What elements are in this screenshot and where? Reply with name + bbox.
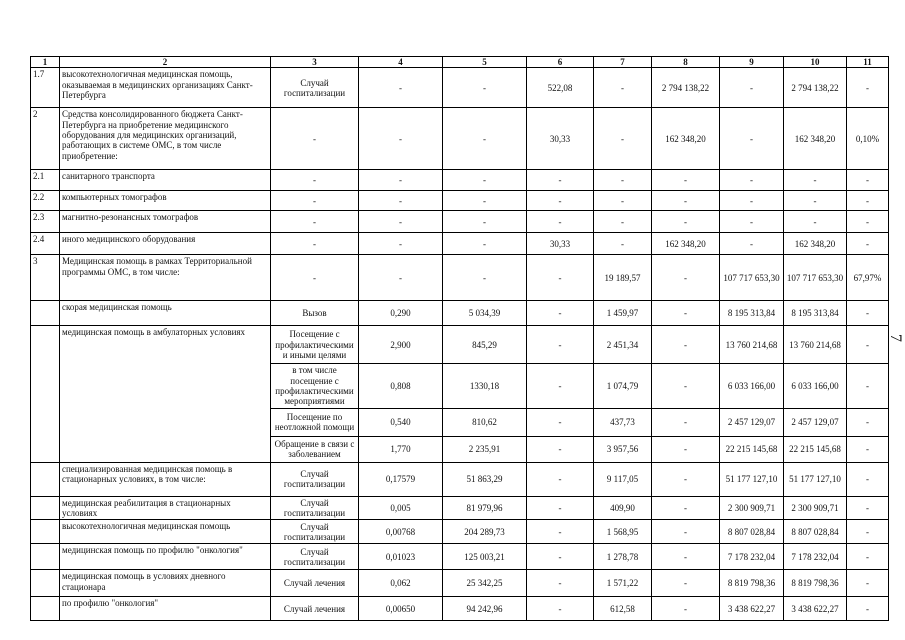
- cell-c6: -: [527, 301, 594, 326]
- row-description: высокотехнологичная медицинская помощь, оказываемая в медицинских организациях Санкт-Петербурга: [60, 68, 271, 108]
- cell-c5: 845,29: [443, 326, 527, 364]
- table-row: [31, 233, 889, 255]
- cell-c11: -: [847, 170, 889, 191]
- table-row: [31, 544, 889, 570]
- cell-c8: -: [652, 191, 720, 211]
- row-unit: Обращение в связи с заболеванием: [271, 436, 359, 462]
- cell-c10: -: [784, 170, 847, 191]
- cell-c7: 1 568,95: [594, 520, 652, 544]
- row-description: специализированная медицинская помощь в стационарных условиях, в том числе:: [60, 462, 271, 496]
- table-row: [31, 68, 889, 108]
- cell-c5: 204 289,73: [443, 520, 527, 544]
- header-cell: 7: [594, 57, 652, 68]
- cell-c6: 30,33: [527, 233, 594, 255]
- cell-c10: 2 457 129,07: [784, 408, 847, 436]
- cell-c4: -: [359, 108, 443, 170]
- cell-c5: -: [443, 211, 527, 233]
- row-unit: -: [271, 255, 359, 301]
- cell-c8: -: [652, 364, 720, 408]
- cell-c7: 2 451,34: [594, 326, 652, 364]
- row-unit: -: [271, 108, 359, 170]
- cell-c5: -: [443, 191, 527, 211]
- cell-c7: 1 074,79: [594, 364, 652, 408]
- cell-c11: -: [847, 211, 889, 233]
- cell-c10: 13 760 214,68: [784, 326, 847, 364]
- header-cell: 6: [527, 57, 594, 68]
- cell-c5: 1330,18: [443, 364, 527, 408]
- cell-c10: 107 717 653,30: [784, 255, 847, 301]
- row-number: [31, 544, 60, 570]
- cell-c6: -: [527, 408, 594, 436]
- header-cell: 11: [847, 57, 889, 68]
- cell-c7: 437,73: [594, 408, 652, 436]
- cell-c7: -: [594, 170, 652, 191]
- cell-c8: -: [652, 170, 720, 191]
- cell-c4: -: [359, 255, 443, 301]
- cell-c7: 9 117,05: [594, 462, 652, 496]
- cell-c11: 0,10%: [847, 108, 889, 170]
- row-unit: Случай госпитализации: [271, 544, 359, 570]
- row-unit: Случай лечения: [271, 597, 359, 621]
- cell-c6: -: [527, 436, 594, 462]
- header-cell: 8: [652, 57, 720, 68]
- row-description: магнитно-резонансных томографов: [60, 211, 271, 233]
- cell-c10: 8 819 798,36: [784, 570, 847, 597]
- row-description: медицинская помощь в амбулаторных условиях: [60, 326, 271, 462]
- row-description: медицинская помощь по профилю "онкология": [60, 544, 271, 570]
- cell-c4: 0,005: [359, 496, 443, 520]
- cell-c10: 2 300 909,71: [784, 496, 847, 520]
- cell-c9: 13 760 214,68: [720, 326, 784, 364]
- table-row: [31, 597, 889, 621]
- cell-c6: -: [527, 544, 594, 570]
- cell-c8: -: [652, 496, 720, 520]
- table-row: [31, 108, 889, 170]
- table-row: [31, 326, 889, 364]
- cell-c4: 0,17579: [359, 462, 443, 496]
- cell-c7: 19 189,57: [594, 255, 652, 301]
- table-row: [31, 462, 889, 496]
- cell-c10: -: [784, 191, 847, 211]
- cell-c9: 3 438 622,27: [720, 597, 784, 621]
- cell-c5: 2 235,91: [443, 436, 527, 462]
- cell-c9: 2 300 909,71: [720, 496, 784, 520]
- cell-c10: 22 215 145,68: [784, 436, 847, 462]
- row-description: по профилю "онкология": [60, 597, 271, 621]
- cell-c11: -: [847, 496, 889, 520]
- row-unit: -: [271, 233, 359, 255]
- cell-c10: 8 807 028,84: [784, 520, 847, 544]
- cell-c9: -: [720, 191, 784, 211]
- cell-c8: -: [652, 520, 720, 544]
- table-row: [31, 255, 889, 301]
- cell-c8: -: [652, 301, 720, 326]
- cell-c11: -: [847, 408, 889, 436]
- row-unit: Случай лечения: [271, 570, 359, 597]
- cell-c7: 612,58: [594, 597, 652, 621]
- cell-c6: -: [527, 496, 594, 520]
- cell-c5: 5 034,39: [443, 301, 527, 326]
- cell-c4: 0,01023: [359, 544, 443, 570]
- cell-c7: -: [594, 68, 652, 108]
- row-unit: -: [271, 191, 359, 211]
- row-description: медицинская помощь в условиях дневного стационара: [60, 570, 271, 597]
- cell-c4: 0,062: [359, 570, 443, 597]
- cell-c5: 25 342,25: [443, 570, 527, 597]
- cell-c7: -: [594, 233, 652, 255]
- row-number: 2.3: [31, 211, 60, 233]
- cell-c6: -: [527, 570, 594, 597]
- cell-c9: 8 819 798,36: [720, 570, 784, 597]
- row-unit: Случай госпитализации: [271, 68, 359, 108]
- cell-c5: 81 979,96: [443, 496, 527, 520]
- row-unit: Случай госпитализации: [271, 496, 359, 520]
- row-description: Средства консолидированного бюджета Санкт-Петербурга на приобретение медицинского оборудования для медицинских организаций, работающих в системе ОМС, в том числе приобретение:: [60, 108, 271, 170]
- cell-c4: 1,770: [359, 436, 443, 462]
- cell-c6: -: [527, 364, 594, 408]
- cell-c4: 2,900: [359, 326, 443, 364]
- cell-c11: -: [847, 364, 889, 408]
- cell-c6: -: [527, 597, 594, 621]
- cell-c10: 3 438 622,27: [784, 597, 847, 621]
- cell-c5: 51 863,29: [443, 462, 527, 496]
- cell-c5: -: [443, 68, 527, 108]
- cell-c10: 162 348,20: [784, 233, 847, 255]
- row-number: [31, 496, 60, 520]
- row-number: 1.7: [31, 68, 60, 108]
- cell-c9: 51 177 127,10: [720, 462, 784, 496]
- cell-c8: -: [652, 597, 720, 621]
- cell-c6: -: [527, 462, 594, 496]
- cell-c7: 1 459,97: [594, 301, 652, 326]
- cell-c10: 2 794 138,22: [784, 68, 847, 108]
- row-description: медицинская реабилитация в стационарных условиях: [60, 496, 271, 520]
- cell-c11: -: [847, 544, 889, 570]
- cell-c4: -: [359, 191, 443, 211]
- cell-c6: -: [527, 191, 594, 211]
- cell-c10: -: [784, 211, 847, 233]
- row-unit: -: [271, 170, 359, 191]
- cell-c8: -: [652, 326, 720, 364]
- row-number: [31, 570, 60, 597]
- cell-c9: -: [720, 233, 784, 255]
- cell-c6: -: [527, 326, 594, 364]
- cell-c7: 3 957,56: [594, 436, 652, 462]
- cell-c6: -: [527, 255, 594, 301]
- cell-c7: 409,90: [594, 496, 652, 520]
- cell-c9: 107 717 653,30: [720, 255, 784, 301]
- table-row: [31, 191, 889, 211]
- cell-c10: 162 348,20: [784, 108, 847, 170]
- cell-c8: 162 348,20: [652, 108, 720, 170]
- header-cell: 9: [720, 57, 784, 68]
- cell-c10: 6 033 166,00: [784, 364, 847, 408]
- header-cell: 4: [359, 57, 443, 68]
- cell-c11: -: [847, 191, 889, 211]
- cell-c9: 22 215 145,68: [720, 436, 784, 462]
- cell-c6: -: [527, 211, 594, 233]
- row-unit: в том числе посещение с профилактическими мероприятиями: [271, 364, 359, 408]
- cell-c4: 0,00650: [359, 597, 443, 621]
- table-header-row: [31, 57, 889, 68]
- cell-c8: -: [652, 436, 720, 462]
- cell-c11: -: [847, 233, 889, 255]
- table-row: [31, 301, 889, 326]
- cell-c4: -: [359, 170, 443, 191]
- cell-c11: -: [847, 436, 889, 462]
- cell-c5: -: [443, 108, 527, 170]
- cell-c8: -: [652, 211, 720, 233]
- row-number: 2.2: [31, 191, 60, 211]
- cell-c5: -: [443, 170, 527, 191]
- cell-c7: -: [594, 191, 652, 211]
- cell-c9: -: [720, 108, 784, 170]
- cell-c11: -: [847, 520, 889, 544]
- cell-c4: 0,290: [359, 301, 443, 326]
- cell-c4: -: [359, 211, 443, 233]
- table-row: [31, 520, 889, 544]
- cell-c11: -: [847, 326, 889, 364]
- header-cell: 2: [60, 57, 271, 68]
- cell-c8: -: [652, 462, 720, 496]
- table-row: [31, 211, 889, 233]
- cell-c5: -: [443, 255, 527, 301]
- cell-c11: -: [847, 68, 889, 108]
- cell-c9: 2 457 129,07: [720, 408, 784, 436]
- cell-c4: 0,808: [359, 364, 443, 408]
- cell-c11: -: [847, 301, 889, 326]
- budget-table: [30, 56, 889, 621]
- header-cell: 10: [784, 57, 847, 68]
- cell-c4: -: [359, 68, 443, 108]
- row-number: [31, 597, 60, 621]
- row-unit: Вызов: [271, 301, 359, 326]
- table-row: [31, 496, 889, 520]
- row-description: высокотехнологичная медицинская помощь: [60, 520, 271, 544]
- row-unit: Случай госпитализации: [271, 520, 359, 544]
- row-unit: Посещение с профилактическими и иными целями: [271, 326, 359, 364]
- row-description: компьютерных томографов: [60, 191, 271, 211]
- cell-c8: -: [652, 408, 720, 436]
- cell-c5: -: [443, 233, 527, 255]
- row-number: [31, 462, 60, 496]
- cell-c4: 0,540: [359, 408, 443, 436]
- cell-c7: -: [594, 108, 652, 170]
- cell-c8: -: [652, 544, 720, 570]
- cell-c10: 8 195 313,84: [784, 301, 847, 326]
- cell-c9: -: [720, 68, 784, 108]
- cell-c10: 51 177 127,10: [784, 462, 847, 496]
- row-number: 3: [31, 255, 60, 301]
- cell-c6: -: [527, 170, 594, 191]
- row-number: 2: [31, 108, 60, 170]
- cell-c11: -: [847, 597, 889, 621]
- cell-c9: 7 178 232,04: [720, 544, 784, 570]
- cell-c5: 125 003,21: [443, 544, 527, 570]
- cell-c9: 6 033 166,00: [720, 364, 784, 408]
- row-description: санитарного транспорта: [60, 170, 271, 191]
- table-row: [31, 570, 889, 597]
- cell-c11: -: [847, 570, 889, 597]
- cell-c8: 2 794 138,22: [652, 68, 720, 108]
- cell-c6: 522,08: [527, 68, 594, 108]
- table-row: [31, 170, 889, 191]
- cell-c5: 94 242,96: [443, 597, 527, 621]
- cell-c9: 8 807 028,84: [720, 520, 784, 544]
- cell-c6: 30,33: [527, 108, 594, 170]
- cell-c9: -: [720, 170, 784, 191]
- page-number: 7: [887, 334, 904, 342]
- cell-c4: 0,00768: [359, 520, 443, 544]
- cell-c4: -: [359, 233, 443, 255]
- row-description: Медицинская помощь в рамках Территориальной программы ОМС, в том числе:: [60, 255, 271, 301]
- row-unit: -: [271, 211, 359, 233]
- row-number: [31, 301, 60, 326]
- row-number: [31, 520, 60, 544]
- row-unit: Случай госпитализации: [271, 462, 359, 496]
- cell-c7: 1 278,78: [594, 544, 652, 570]
- cell-c9: 8 195 313,84: [720, 301, 784, 326]
- cell-c11: 67,97%: [847, 255, 889, 301]
- cell-c9: -: [720, 211, 784, 233]
- header-cell: 3: [271, 57, 359, 68]
- cell-c7: -: [594, 211, 652, 233]
- row-description: скорая медицинская помощь: [60, 301, 271, 326]
- row-unit: Посещение по неотложной помощи: [271, 408, 359, 436]
- row-number: 2.4: [31, 233, 60, 255]
- cell-c6: -: [527, 520, 594, 544]
- cell-c7: 1 571,22: [594, 570, 652, 597]
- header-cell: 1: [31, 57, 60, 68]
- row-number: [31, 326, 60, 462]
- row-description: иного медицинского оборудования: [60, 233, 271, 255]
- cell-c11: -: [847, 462, 889, 496]
- cell-c8: 162 348,20: [652, 233, 720, 255]
- row-number: 2.1: [31, 170, 60, 191]
- cell-c8: -: [652, 255, 720, 301]
- cell-c8: -: [652, 570, 720, 597]
- cell-c5: 810,62: [443, 408, 527, 436]
- header-cell: 5: [443, 57, 527, 68]
- cell-c10: 7 178 232,04: [784, 544, 847, 570]
